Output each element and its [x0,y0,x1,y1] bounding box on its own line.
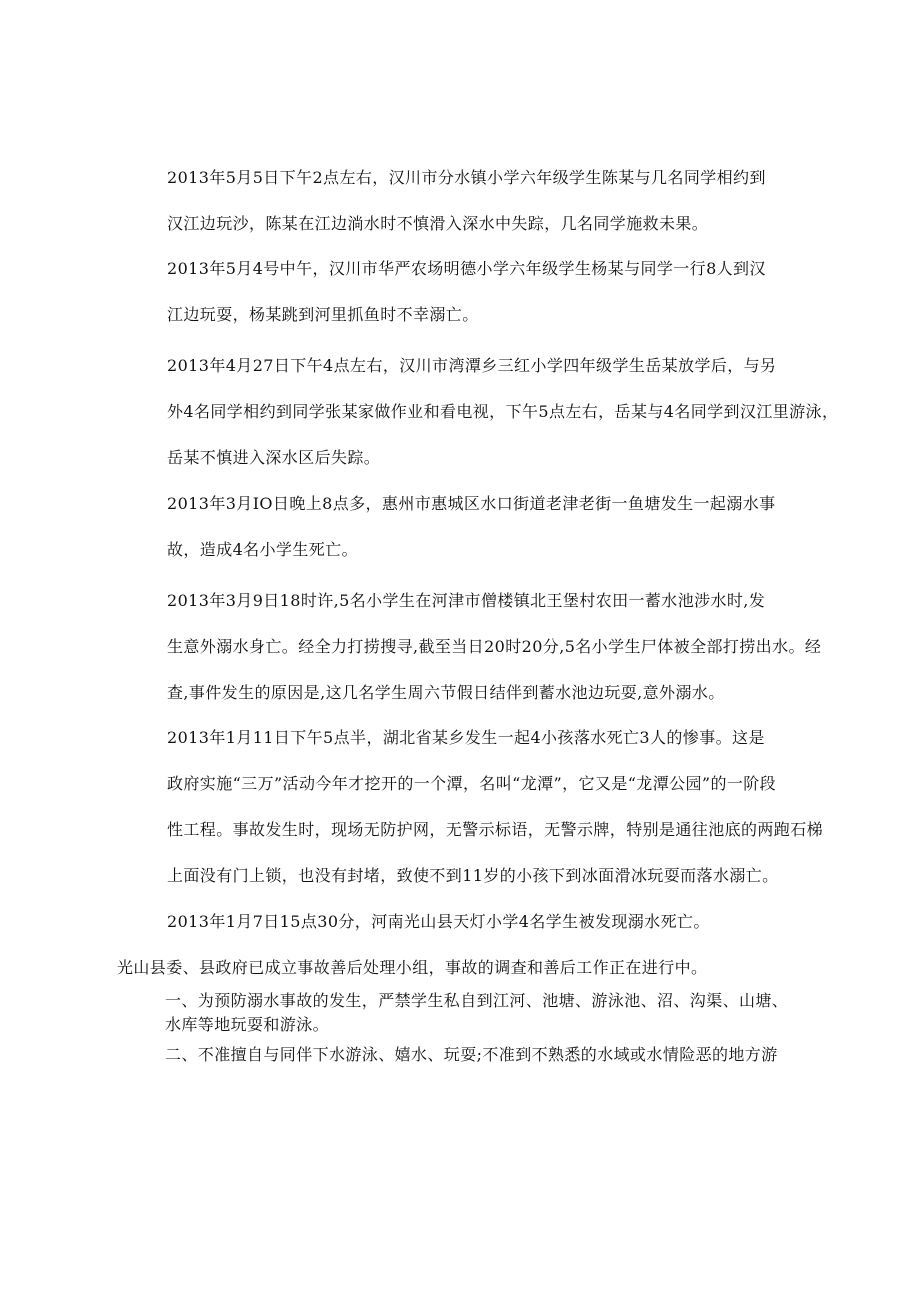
text-line: 二、不准擅自与同伴下水游泳、嬉水、玩耍;不准到不熟悉的水域或水情险恶的地方游 [165,1045,778,1064]
text-line: 上面没有门上锁，也没有封堵，致使不到11岁的小孩下到冰面滑冰玩耍而落水溺亡。 [167,866,779,885]
paragraph-guangshan [117,899,807,945]
paragraph-hanchuan-huayan [117,246,807,338]
text-line: 光山县委、县政府已成立事故善后处理小组，事故的调查和善后工作正在进行中。 [117,958,708,977]
paragraph-hejin [117,578,822,716]
paragraph-huizhou [117,481,807,573]
text-line: 2013年3月IO日晚上8点多，惠州市惠城区水口街道老津老街一鱼塘发生一起溺水事 [167,494,776,513]
text-line: 2013年3月9日18时许,5名小学生在河津市僧楼镇北王堡村农田一蓄水池涉水时,发 [167,591,766,610]
text-line: 2013年1月11日下午5点半，湖北省某乡发生一起4小孩落水死亡3人的惨事。这是 [167,728,765,747]
text-line: 江边玩耍，杨某跳到河里抓鱼时不幸溺亡。 [167,305,479,324]
text-line: 故，造成4名小学生死亡。 [167,540,358,559]
text-line: 政府实施“三万”活动今年才挖开的一个潭，名叫“龙潭”，它又是“龙潭公园”的一阶段 [167,774,777,793]
rule-item-2 [117,1043,807,1067]
text-line: 查,事件发生的原因是,这几名学生周六节假日结伴到蓄水池边玩耍,意外溺水。 [167,683,725,702]
text-line: 水库等地玩耍和游泳。 [165,1015,330,1034]
paragraph-hanchuan-wantan [117,343,839,481]
text-line: 外4名同学相约到同学张某家做作业和看电视，下午5点左右，岳某与4名同学到汉江里游泳， [167,402,839,421]
text-line: 生意外溺水身亡。经全力打捞搜寻,截至当日20时20分,5名小学生尸体被全部打捞出水。经 [167,637,822,656]
text-line: 岳某不慎进入深水区后失踪。 [167,448,381,467]
paragraph-hubei-longtan [117,715,824,899]
text-line: 2013年5月5日下午2点左右，汉川市分水镇小学六年级学生陈某与几名同学相约到 [167,168,766,187]
paragraph-guangshan-followup [117,956,807,980]
text-line: 2013年5月4号中午，汉川市华严农场明德小学六年级学生杨某与同学一行8人到汉 [167,259,766,278]
text-line: 2013年1月7日15点30分，河南光山县天灯小学4名学生被发现溺水死亡。 [167,912,710,931]
paragraph-hanchuan-fenshui [117,155,807,247]
text-line: 汉江边玩沙，陈某在江边淌水时不慎滑入深水中失踪，几名同学施救未果。 [167,214,709,233]
text-line: 一、为预防溺水事故的发生，严禁学生私自到江河、池塘、游泳池、沼、沟渠、山塘、 [165,991,789,1010]
text-line: 2013年4月27日下午4点左右，汉川市湾潭乡三红小学四年级学生岳某放学后，与另 [167,356,777,375]
text-line: 性工程。事故发生时，现场无防护网，无警示标语，无警示牌，特别是通往池底的两跑石梯 [167,820,824,839]
rule-item-1 [117,989,807,1037]
